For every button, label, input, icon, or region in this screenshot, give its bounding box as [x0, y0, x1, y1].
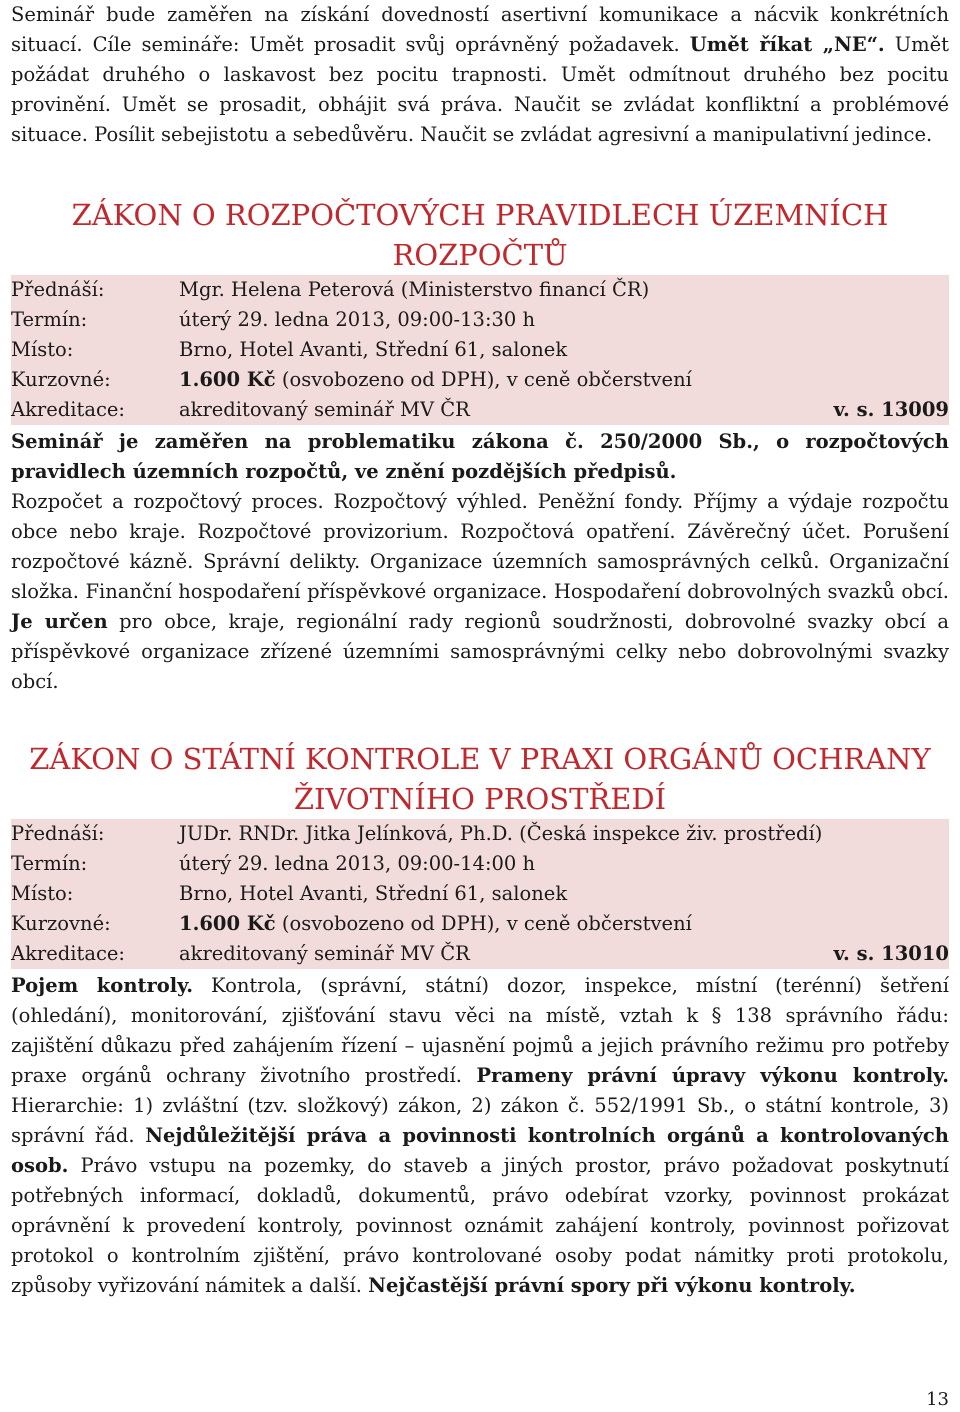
lecturer-label: Přednáší:	[11, 278, 105, 301]
accreditation-label: Akreditace:	[11, 398, 125, 421]
seminar-1-lead	[11, 427, 949, 487]
seminar-2-info-box	[11, 819, 949, 969]
seminar-1-title-line-2: ROZPOČTŮ	[392, 238, 568, 272]
fee-label: Kurzovné:	[11, 368, 111, 391]
seminar-1-target-bold: Je určen	[11, 610, 108, 633]
seminar-1-fee-row	[11, 365, 949, 395]
seminar-2-text-1: Kontrola, (správní, státní) dozor, inspekce, místní (terénní) šetření (ohledání), monitorování, zjišťování stavu věci na místě, vztah k § 138 správního řádu: zajištění důkazu před zahájením řízení – ujasnění pojmů a jejich právního režimu pro potřeby praxe orgánů ochrany životního prostředí.	[11, 974, 949, 1087]
fee-value	[179, 909, 949, 939]
seminar-2-heading-3: Nejdůležitější práva a povinnosti kontrolních orgánů a kontrolovaných osob.	[11, 1124, 949, 1177]
fee-label: Kurzovné:	[11, 912, 111, 935]
seminar-2-lecturer-row	[11, 819, 949, 849]
place-value: Brno, Hotel Avanti, Střední 61, salonek	[179, 882, 568, 905]
intro-text: Seminář bude zaměřen na získání dovedností asertivní komunikace a nácvik konkrétních situací. Cíle semináře: Umět prosadit svůj oprávněný požadavek.	[11, 3, 949, 56]
seminar-2-title	[11, 739, 949, 819]
seminar-1-lead-bold: Seminář je zaměřen na problematiku zákona č. 250/2000 Sb.	[11, 430, 753, 453]
date-value: úterý 29. ledna 2013, 09:00-13:30 h	[179, 308, 536, 331]
seminar-2-heading-2: Prameny právní úpravy výkonu kontroly.	[476, 1064, 949, 1087]
seminar-1-date-row	[11, 305, 949, 335]
seminar-1-title	[11, 195, 949, 275]
fee-value	[179, 365, 949, 395]
seminar-1-title-line-1: ZÁKON O ROZPOČTOVÝCH PRAVIDLECH ÚZEMNÍCH	[71, 198, 889, 232]
seminar-2-title-line-2: ŽIVOTNÍHO PROSTŘEDÍ	[293, 782, 667, 816]
seminar-2-description	[11, 971, 949, 1301]
seminar-2-accreditation-row	[11, 939, 949, 969]
seminar-1-lecturer-row	[11, 275, 949, 305]
lecturer-value: Mgr. Helena Peterová (Ministerstvo financí ČR)	[179, 278, 650, 301]
registration-number: v. s. 13010	[833, 942, 949, 965]
intro-text-bold: Umět říkat „NE“.	[689, 33, 885, 56]
intro-text-cont: Umět požádat druhého o laskavost bez pocitu trapnosti. Umět odmítnout druhého bez pocitu provinění. Umět se prosadit, obhájit svá práva. Naučit se zvládat konfliktní a problémové situace. Posílit sebejistotu a sebedůvěru. Naučit se zvládat agresivní a manipulativní jedince.	[11, 33, 949, 146]
seminar-1-topics: Rozpočet a rozpočtový proces. Rozpočtový výhled. Peněžní fondy. Příjmy a výdaje rozpočtu obce nebo kraje. Rozpočtové provizorium. Rozpočtová opatření. Závěrečný účet. Porušení rozpočtové kázně. Správní delikty. Organizace územních samosprávných celků. Organizační složka. Finanční hospodaření příspěvkové organizace. Hospodaření dobrovolných svazků obcí.	[11, 490, 949, 603]
lecturer-label: Přednáší:	[11, 822, 105, 845]
seminar-2-heading-4: Nejčastější právní spory při výkonu kontroly.	[368, 1274, 856, 1297]
date-label: Termín:	[11, 852, 88, 875]
fee-note: (osvobozeno od DPH), v ceně občerstvení	[275, 368, 692, 391]
page-number: 13	[926, 1389, 949, 1410]
fee-amount: 1.600 Kč	[179, 912, 276, 935]
accreditation-value: akreditovaný seminář MV ČR	[179, 398, 470, 421]
fee-amount: 1.600 Kč	[179, 368, 276, 391]
seminar-1-place-row	[11, 335, 949, 365]
accreditation-value: akreditovaný seminář MV ČR	[179, 942, 470, 965]
date-value: úterý 29. ledna 2013, 09:00-14:00 h	[179, 852, 536, 875]
place-label: Místo:	[11, 882, 74, 905]
seminar-1-description	[11, 487, 949, 697]
date-label: Termín:	[11, 308, 88, 331]
seminar-1-target: pro obce, kraje, regionální rady regionů soudržnosti, dobrovolné svazky obcí a příspěvkové organizace zřízené územními samosprávnými celky nebo dobrovolnými svazky obcí.	[11, 610, 949, 693]
accreditation-label: Akreditace:	[11, 942, 125, 965]
place-value: Brno, Hotel Avanti, Střední 61, salonek	[179, 338, 568, 361]
seminar-1-lead-cont: , o rozpočtových pravidlech územních rozpočtů, ve znění pozdějších předpisů.	[11, 430, 949, 483]
intro-paragraph	[11, 0, 949, 150]
seminar-2-date-row	[11, 849, 949, 879]
lecturer-value: JUDr. RNDr. Jitka Jelínková, Ph.D. (Česká inspekce živ. prostředí)	[179, 822, 823, 845]
registration-number: v. s. 13009	[833, 398, 949, 421]
seminar-2-text-2: Hierarchie: 1) zvláštní (tzv. složkový) zákon, 2) zákon č. 552/1991 Sb., o státní kontrole, 3) správní řád.	[11, 1094, 949, 1147]
place-label: Místo:	[11, 338, 74, 361]
seminar-1-info-box	[11, 275, 949, 425]
seminar-2-place-row	[11, 879, 949, 909]
seminar-1-accreditation-row	[11, 395, 949, 425]
seminar-2-text-3: Právo vstupu na pozemky, do staveb a jiných prostor, právo požadovat poskytnutí potřebných informací, dokladů, dokumentů, právo odebírat vzorky, povinnost prokázat oprávnění k provedení kontroly, povinnost oznámit zahájení kontroly, povinnost pořizovat protokol o kontrolním zjištění, právo kontrolované osoby podat námitky proti protokolu, způsoby vyřizování námitek a další.	[11, 1154, 949, 1297]
seminar-2-fee-row	[11, 909, 949, 939]
seminar-2-title-line-1: ZÁKON O STÁTNÍ KONTROLE V PRAXI ORGÁNŮ OCHRANY	[29, 742, 931, 776]
seminar-2-heading-1: Pojem kontroly.	[11, 974, 194, 997]
fee-note: (osvobozeno od DPH), v ceně občerstvení	[275, 912, 692, 935]
